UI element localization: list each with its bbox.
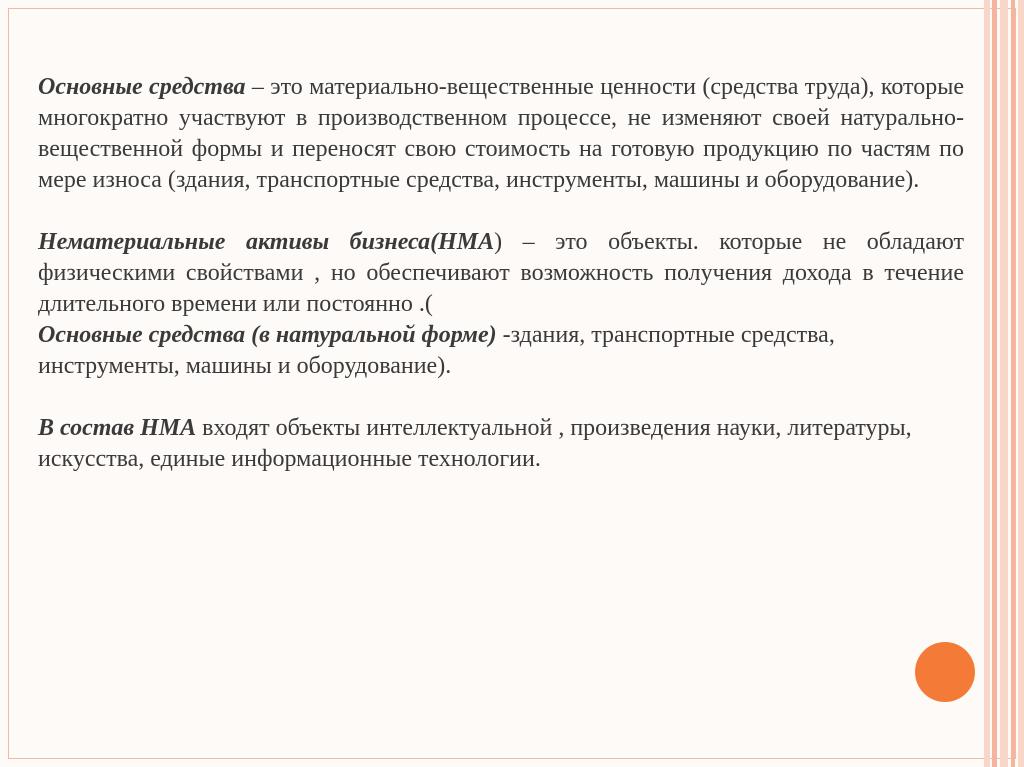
frame-border-bottom	[8, 758, 1016, 759]
orange-circle-decoration	[915, 642, 975, 702]
paragraph-fixed-assets	[38, 72, 964, 196]
paragraph-spacer	[38, 382, 964, 413]
term-nma-composition: В состав НМА	[38, 415, 197, 441]
term-fixed-assets: Основные средства	[38, 74, 246, 100]
slide-content	[38, 72, 964, 475]
paragraph-nma-composition	[38, 413, 964, 475]
decorative-stripes	[984, 0, 1024, 767]
paragraph-intangible-assets	[38, 227, 964, 320]
definition-intangible-assets: ) – это объекты. которые не обладают физическими свойствами , но обеспечивают возможность получения дохода в течение длительного времени или постоянно .(	[38, 229, 964, 317]
term-intangible-assets: Нематериальные активы бизнеса(НМА	[38, 229, 495, 255]
definition-nma-composition: входят объекты интеллектуальной , произведения науки, литературы, искусства, единые информационные технологии.	[38, 415, 912, 472]
paragraph-fixed-assets-natural	[38, 320, 964, 382]
stripe-1	[984, 0, 990, 767]
stripe-2	[992, 0, 997, 767]
paragraph-spacer	[38, 196, 964, 227]
frame-border-left	[8, 8, 9, 759]
frame-border-top	[8, 8, 1016, 9]
definition-fixed-assets: – это материально-вещественные ценности (средства труда), которые многократно участвуют в производственном процессе, не изменяют своей натурально-вещественной формы и переносят свою стоимость на готовую продукцию по частям по мере износа (здания, транспортные средства, инструменты, машины и оборудование).	[38, 74, 964, 193]
term-fixed-assets-natural: Основные средства (в натуральной форме)	[38, 322, 497, 348]
stripe-3	[1000, 0, 1008, 767]
stripe-5	[1018, 0, 1024, 767]
definition-fixed-assets-natural: -здания, транспортные средства, инструменты, машины и оборудование).	[38, 322, 835, 379]
stripe-4	[1011, 0, 1015, 767]
